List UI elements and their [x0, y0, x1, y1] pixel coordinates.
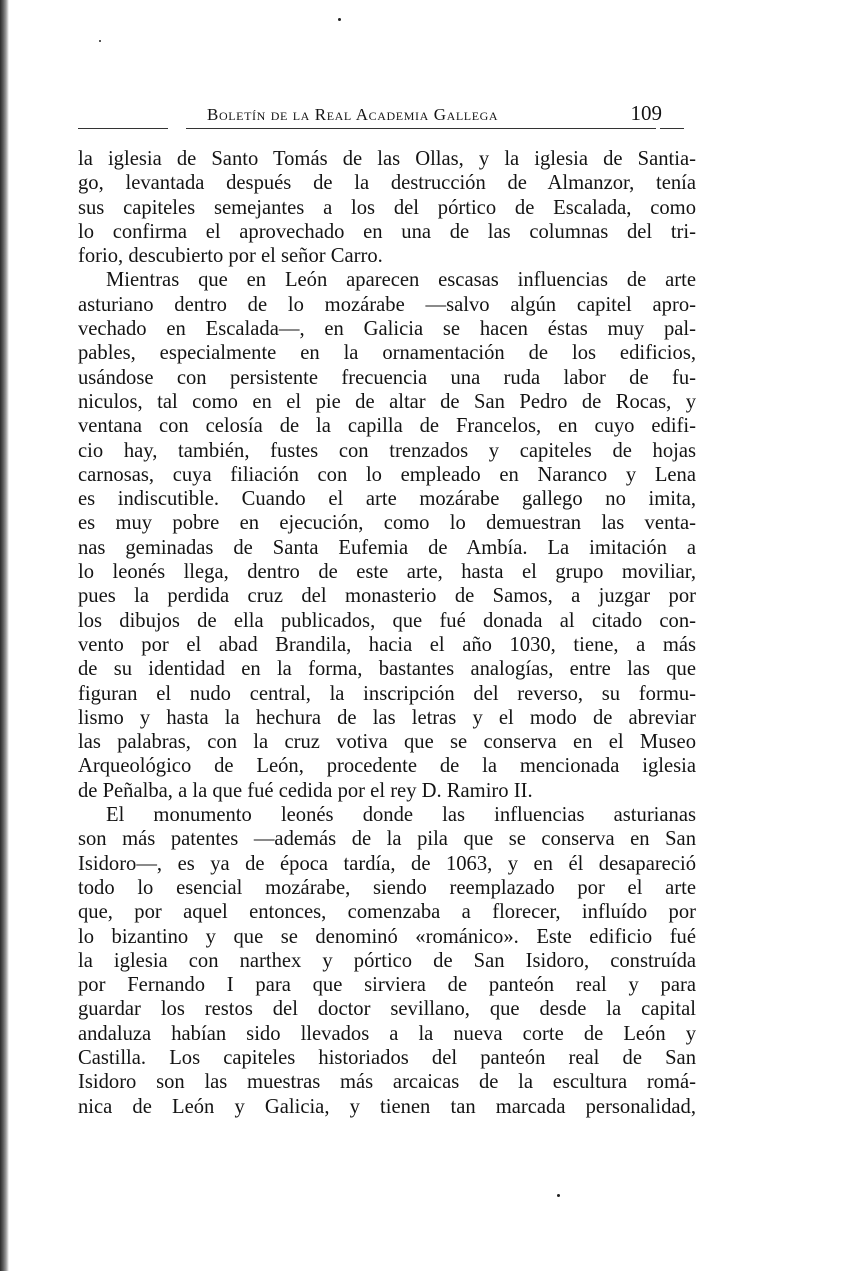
text-line: son más patentes —además de la pila que se conserva en San [78, 828, 696, 851]
text-line: Mientras que en León aparecen escasas influencias de arte [106, 269, 696, 292]
text-line: figuran el nudo central, la inscripción del reverso, su formu- [78, 682, 696, 705]
text-line: los dibujos de ella publicados, que fué donada al citado con- [78, 609, 696, 632]
text-line: la iglesia de Santo Tomás de las Ollas, y la iglesia de Santia- [78, 148, 696, 170]
page-binding-edge [0, 0, 9, 1271]
text-line: es indiscutible. Cuando el arte mozárabe gallego no imita, [78, 488, 696, 511]
text-line: Castilla. Los capiteles historiados del panteón real de San [78, 1046, 696, 1069]
text-line: usándose con persistente frecuencia una ruda labor de fu- [78, 366, 696, 389]
text-line: go, levantada después de la destrucción de Almanzor, tenía [78, 172, 696, 195]
text-line: Isidoro—, es ya de época tardía, de 1063, y en él desapareció [78, 852, 696, 875]
text-line: las palabras, con la cruz votiva que se conserva en el Museo [78, 731, 696, 754]
text-line: lo leonés llega, dentro de este arte, hasta el grupo moviliar, [78, 561, 696, 584]
text-line: vento por el abad Brandila, hacia el año 1030, tiene, a más [78, 633, 696, 656]
text-line: lismo y hasta la hechura de las letras y el modo de abreviar [78, 706, 696, 729]
running-head [78, 98, 684, 132]
text-line: lo confirma el aprovechado en una de las columnas del tri- [78, 220, 696, 243]
text-line: pues la perdida cruz del monasterio de Samos, a juzgar por [78, 585, 696, 608]
text-line: cio hay, también, fustes con trenzados y capiteles de hojas [78, 439, 696, 462]
text-line: andaluza habían sido llevados a la nueva corte de León y [78, 1022, 696, 1045]
text-line: la iglesia con narthex y pórtico de San Isidoro, construída [78, 949, 696, 972]
text-line: sus capiteles semejantes a los del pórtico de Escalada, como [78, 196, 696, 219]
text-line: carnosas, cuya filiación con lo empleado en Naranco y Lena [78, 463, 696, 486]
text-line: todo lo esencial mozárabe, siendo reemplazado por el arte [78, 876, 696, 899]
header-rule [186, 128, 656, 129]
text-line: es muy pobre en ejecución, como lo demuestran las venta- [78, 512, 696, 535]
text-line: nica de León y Galicia, y tienen tan marcada personalidad, [78, 1095, 696, 1118]
text-line: pables, especialmente en la ornamentación de los edificios, [78, 342, 696, 365]
body-text [78, 147, 696, 1119]
text-line: guardar los restos del doctor sevillano, que desde la capital [78, 998, 696, 1021]
text-line: El monumento leonés donde las influencias asturianas [106, 804, 696, 827]
header-rule [78, 128, 168, 129]
page-number: 109 [630, 101, 662, 125]
text-line: nas geminadas de Santa Eufemia de Ambía. La imitación a [78, 536, 696, 559]
text-line: que, por aquel entonces, comenzaba a florecer, influído por [78, 901, 696, 924]
text-line: asturiano dentro de lo mozárabe —salvo algún capitel apro- [78, 293, 696, 316]
text-line: forio, descubierto por el señor Carro. [78, 245, 383, 268]
ink-speck [99, 40, 101, 42]
ink-speck [338, 18, 341, 21]
text-line: niculos, tal como en el pie de altar de San Pedro de Rocas, y [78, 390, 696, 413]
ink-speck [557, 1194, 560, 1197]
text-line: lo bizantino y que se denominó «románico». Este edificio fué [78, 925, 696, 948]
journal-title: Boletín de la Real Academia Gallega [207, 105, 499, 124]
text-line: vechado en Escalada—, en Galicia se hacen éstas muy pal- [78, 318, 696, 341]
text-line: ventana con celosía de la capilla de Francelos, en cuyo edifi- [78, 415, 696, 438]
text-line: Arqueológico de León, procedente de la mencionada iglesia [78, 755, 696, 778]
header-rule [660, 128, 684, 129]
text-line: de su identidad en la forma, bastantes analogías, entre las que [78, 658, 696, 681]
text-line: de Peñalba, a la que fué cedida por el rey D. Ramiro II. [78, 779, 533, 802]
text-line: Isidoro son las muestras más arcaicas de la escultura romá- [78, 1071, 696, 1094]
text-line: por Fernando I para que sirviera de panteón real y para [78, 974, 696, 997]
